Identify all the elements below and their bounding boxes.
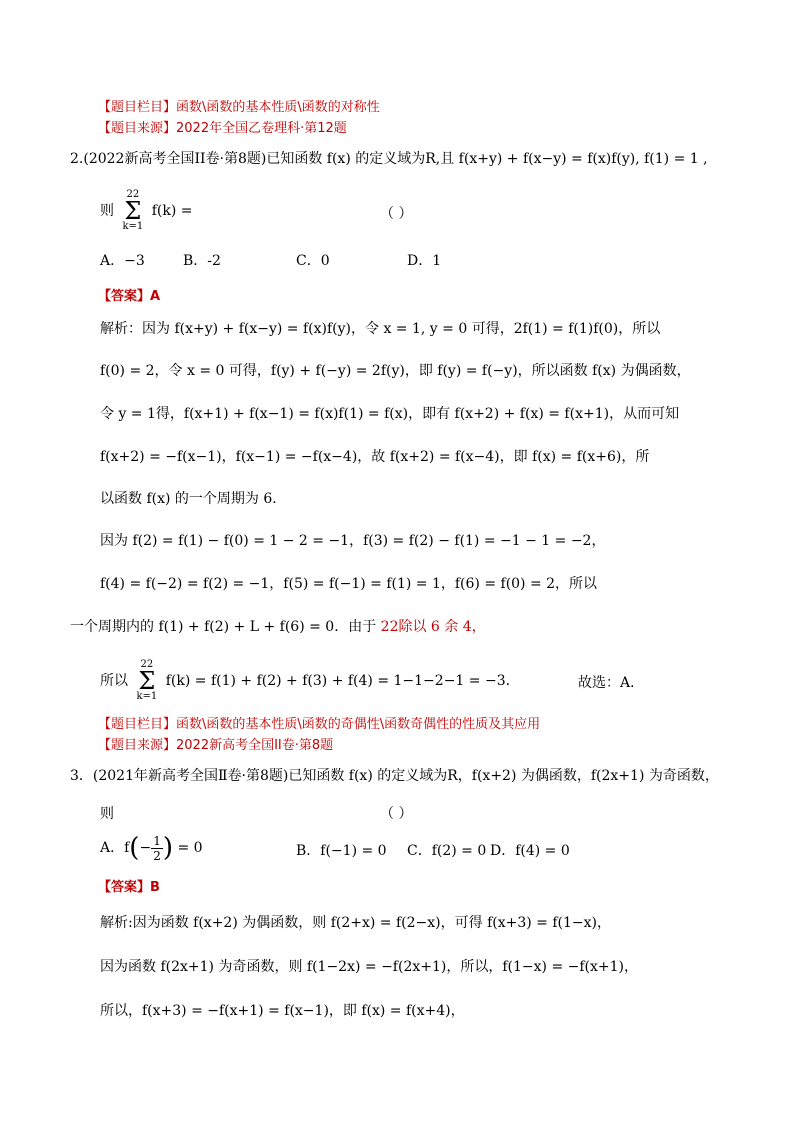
q2-solution-line-8 <box>70 616 486 636</box>
q3-option-a-label: A．f <box>100 840 130 856</box>
sum-lower: k=1 <box>136 691 158 702</box>
q3-option-a: A．f(− $\frac{1}{2}$ ) = 0 <box>100 833 203 863</box>
q2-sum-expr: f(k) = <box>151 203 193 219</box>
q2-option-c: C．0 <box>296 253 330 269</box>
q2-question <box>100 190 193 232</box>
q2-solution-line-7: f(4) = f(−2) = f(2) = −1，f(5) = f(−1) = f(1) = 1，f(6) = f(0) = 2，所以 <box>100 576 598 592</box>
topic-source-tag-2: 【题目来源】2022新高考全国II卷·第8题 <box>98 738 334 753</box>
q2-solution-line-2: f(0) = 2，令 x = 0 可得，f(y) + f(−y) = 2f(y)，即 f(y) = f(−y)，所以函数 f(x) 为偶函数， <box>100 363 691 379</box>
q3-option-d: D．f(4) = 0 <box>490 843 570 859</box>
topic-column-tag: 【题目栏目】函数\函数的基本性质\函数的对称性 <box>98 100 380 115</box>
q2-option-a: A．−3 <box>100 253 145 269</box>
sum-upper: 22 <box>126 189 140 200</box>
q2-period-sum: 一个周期内的 f(1) + f(2) + L + f(6) = 0．由于 <box>70 619 377 635</box>
q3-paren: （ ） <box>380 806 413 822</box>
q2-sum-symbol: 22 Σ k=1 <box>122 189 144 232</box>
q3-option-c: C．f(2) = 0 <box>407 843 487 859</box>
q2-solution-line-9 <box>100 660 520 702</box>
q2-choice: 故选：A． <box>578 675 645 691</box>
q2-so: 所以 <box>100 673 128 689</box>
q2-solution-line-4: f(x+2) = −f(x−1)，f(x−1) = −f(x−4)，故 f(x+2) = f(x−4)，即 f(x) = f(x+6)，所 <box>100 449 650 465</box>
q2-stem: 2.(2022新高考全国II卷·第8题)已知函数 f(x) 的定义域为R,且 f(x+y) + f(x−y) = f(x)f(y), f(1) = 1 , <box>70 151 708 167</box>
q3-option-a-fraction: $\frac{1}{2}$ <box>153 833 161 863</box>
topic-source-tag: 【题目来源】2022年全国乙卷理科·第12题 <box>98 121 347 136</box>
q2-solution-line-5: 以函数 f(x) 的一个周期为 6． <box>100 491 287 507</box>
q2-final-sum-symbol: 22 Σ k=1 <box>136 659 158 702</box>
q2-paren: （ ） <box>380 206 413 222</box>
q3-solution-line-1: 解析:因为函数 f(x+2) 为偶函数，则 f(2+x) = f(2−x)，可得 f(x+3) = f(1−x)， <box>100 915 611 931</box>
q2-option-d: D．1 <box>407 253 442 269</box>
sum-lower: k=1 <box>122 221 144 232</box>
q2-then: 则 <box>100 203 114 219</box>
q3-then: 则 <box>100 806 114 822</box>
q2-option-b: B．-2 <box>183 253 221 269</box>
q3-option-b: B．f(−1) = 0 <box>296 843 387 859</box>
q2-answer: 【答案】A <box>98 289 161 304</box>
q3-stem: 3．(2021年新高考全国Ⅱ卷·第8题)已知函数 f(x) 的定义域为R，f(x+2) 为偶函数，f(2x+1) 为奇函数， <box>70 768 719 784</box>
q2-solution-line-3: 令 y = 1得，f(x+1) + f(x−1) = f(x)f(1) = f(x)，即有 f(x+2) + f(x) = f(x+1)，从而可知 <box>100 406 680 422</box>
q3-option-a-value: = 0 <box>177 840 203 856</box>
q3-solution-line-2: 因为函数 f(2x+1) 为奇函数，则 f(1−2x) = −f(2x+1)，所以，f(1−x) = −f(x+1)， <box>100 959 638 975</box>
q2-solution-line-1: 解析：因为 f(x+y) + f(x−y) = f(x)f(y)，令 x = 1, y = 0 可得，2f(1) = f(1)f(0)，所以 <box>100 321 661 337</box>
q3-solution-line-3: 所以，f(x+3) = −f(x+1) = f(x−1)，即 f(x) = f(x+4)， <box>100 1003 465 1019</box>
q2-final-sum: f(k) = f(1) + f(2) + f(3) + f(4) = 1−1−2−1 = −3． <box>165 673 520 689</box>
q2-remainder-note: 22除以 6 余 4， <box>380 619 486 635</box>
topic-column-tag-2: 【题目栏目】函数\函数的基本性质\函数的奇偶性\函数奇偶性的性质及其应用 <box>98 717 541 732</box>
sum-upper: 22 <box>140 659 154 670</box>
q3-answer: 【答案】B <box>98 880 160 895</box>
q2-solution-line-6: 因为 f(2) = f(1) − f(0) = 1 − 2 = −1，f(3) = f(2) − f(1) = −1 − 1 = −2， <box>100 533 606 549</box>
